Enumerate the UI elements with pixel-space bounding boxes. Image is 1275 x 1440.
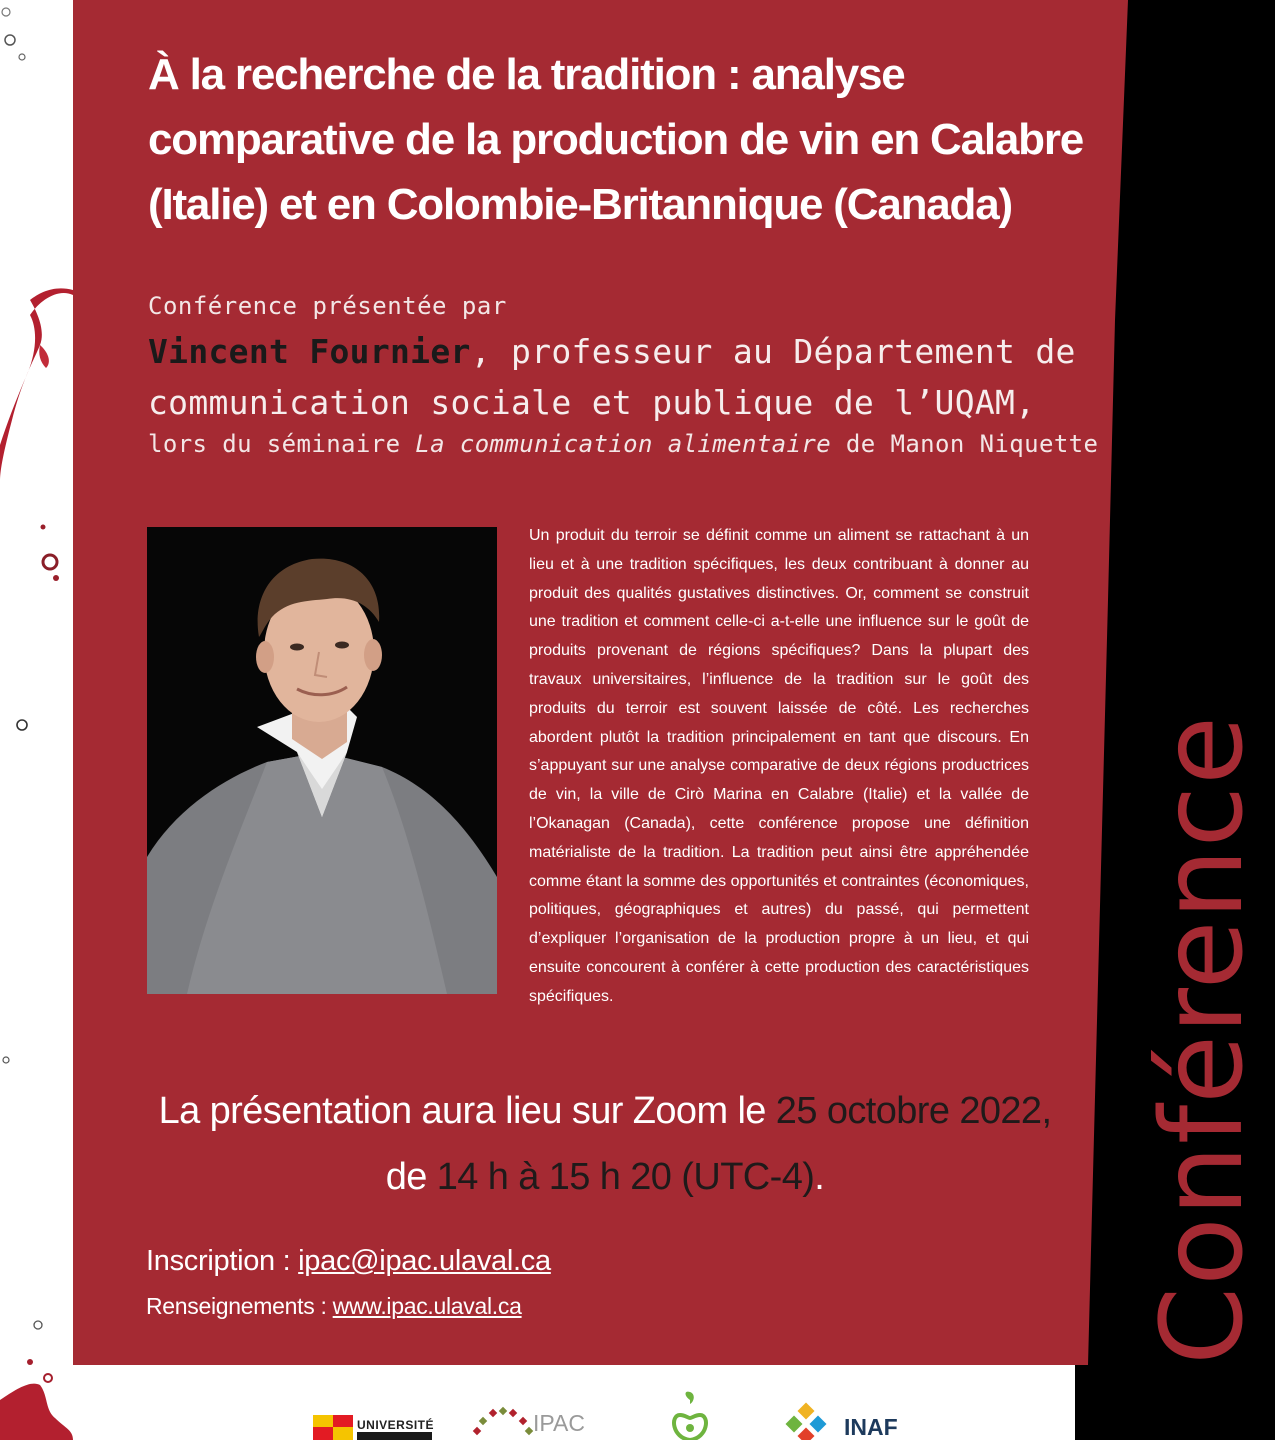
speaker-block xyxy=(148,326,1108,428)
seminar-line xyxy=(148,430,1128,458)
website-link[interactable]: www.ipac.ulaval.ca xyxy=(332,1293,522,1319)
inscription-email-link[interactable]: ipac@ipac.ulaval.ca xyxy=(298,1245,551,1277)
ipac-logo-icon xyxy=(473,1407,533,1435)
seminar-prefix: lors du séminaire xyxy=(148,430,416,458)
speaker-portrait-icon xyxy=(147,527,497,994)
event-zoom-label: La présentation aura lieu sur Zoom le xyxy=(158,1090,776,1132)
event-date: 25 octobre 2022, xyxy=(775,1090,1052,1132)
event-time-suffix: . xyxy=(814,1156,825,1198)
event-details xyxy=(100,1078,1110,1210)
universite-laval-label: UNIVERSITÉ xyxy=(357,1418,435,1432)
event-line-2 xyxy=(100,1144,1110,1210)
seminar-suffix: de Manon Niquette xyxy=(831,430,1099,458)
event-time: 14 h à 15 h 20 (UTC-4) xyxy=(436,1156,815,1198)
abstract-text: Un produit du terroir se définit comme un aliment se rattachant à un lieu et à une tradition spécifiques, les deux contribuant à donner au produit des qualités gustatives distinctives. Or, comment se construit une tradition et comment celle-ci a-t-elle une influence sur le goût de produits provenant de régions spécifiques? Dans la plupart des travaux universitaires, l’influence de la tradition sur le goût des produits du terroir est souvent laissée de côté. Les recherches abordent plutôt la tradition principalement en tant que discours. En s’appuyant sur une analyse comparative de deux régions productrices de vin, la ville de Cirò Marina en Calabre (Italie) et la vallée de l’Okanagan (Canada), cette conférence propose une définition matérialiste de la tradition. La tradition peut ainsi être appréhendée comme étant la somme des opportunités et contraintes (économiques, politiques, géographiques et autres) du passé, qui permettent d’expliquer l’organisation de la production propre à un lieu, et qui ensuite concourent à conférer à cette production des caractéristiques spécifiques. xyxy=(529,527,1029,1005)
inscription-label: Inscription : xyxy=(146,1245,299,1277)
speaker-photo xyxy=(147,527,497,994)
speaker-name: Vincent Fournier xyxy=(148,332,471,371)
info-line xyxy=(146,1293,522,1320)
event-time-prefix: de xyxy=(385,1156,437,1198)
apple-logo-icon xyxy=(674,1392,706,1440)
inaf-logo-icon xyxy=(786,1403,827,1440)
inscription-line xyxy=(146,1245,551,1278)
page-title: À la recherche de la tradition : analyse comparative de la production de vin en Calabre (Italie) et en Colombie-Britannique (Canada) xyxy=(148,50,1084,229)
conference-side-label: Conférence xyxy=(1138,714,1268,1365)
info-label: Renseignements : xyxy=(146,1293,333,1319)
speaker-role: , professeur au Département de communication sociale et publique de l’UQAM, xyxy=(148,332,1076,422)
partner-logos xyxy=(0,1365,1275,1440)
seminar-title: La communication alimentaire xyxy=(415,430,832,458)
event-line-1 xyxy=(100,1078,1110,1144)
inaf-label: INAF xyxy=(844,1414,898,1440)
presented-by-label: Conférence présentée par xyxy=(148,292,507,320)
ipac-label: IPAC xyxy=(533,1410,585,1436)
